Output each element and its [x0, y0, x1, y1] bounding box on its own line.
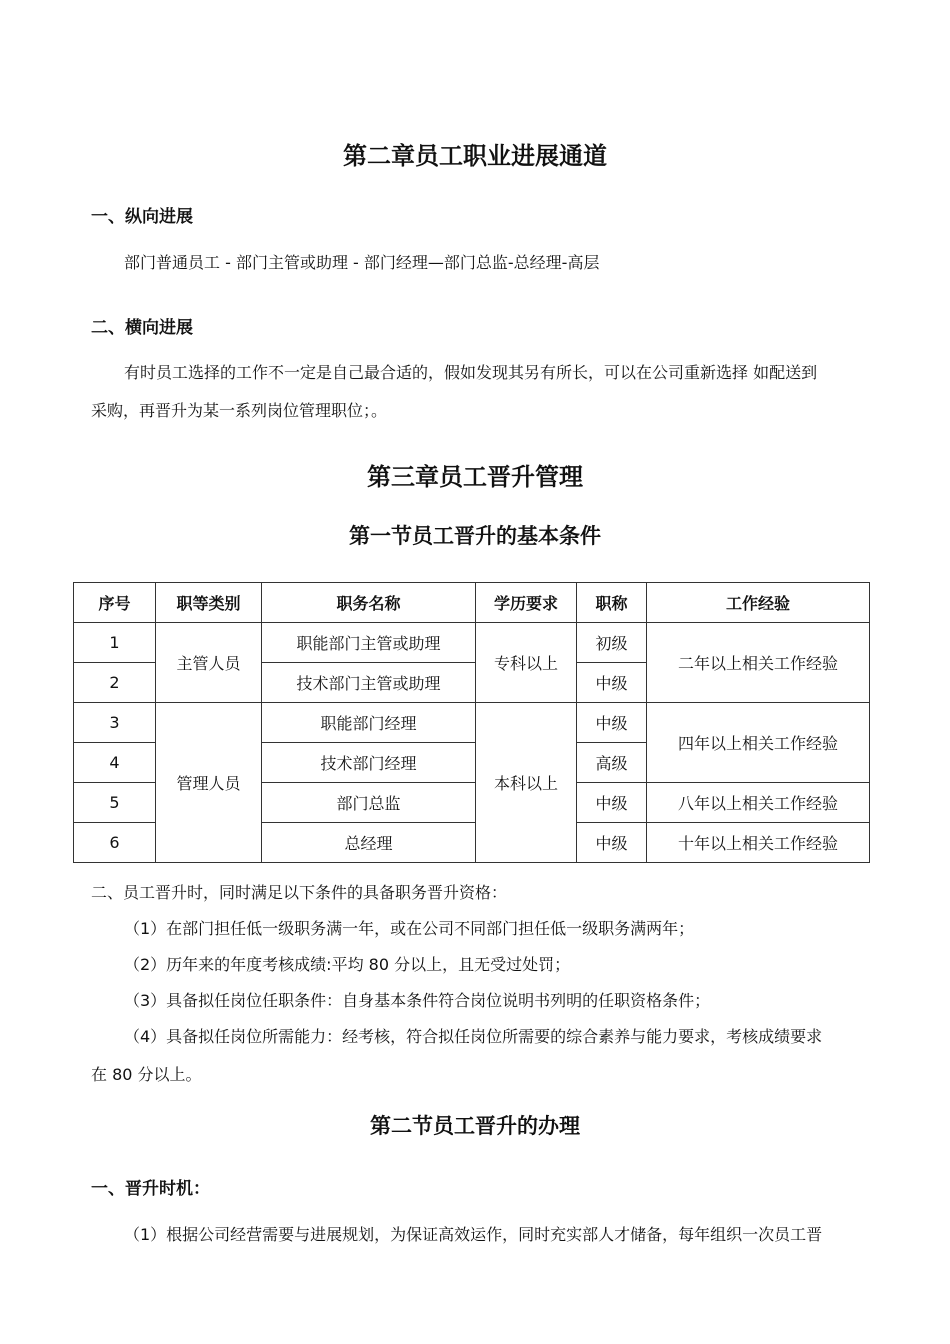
professional-title: 中级	[577, 703, 647, 743]
position-name: 职能部门经理	[262, 703, 476, 743]
condition-item: （2）历年来的年度考核成绩:平均 80 分以上，且无受过处罚；	[124, 955, 571, 974]
section2-title: 第二节员工晋升的办理	[370, 1114, 580, 1138]
table-row	[74, 703, 870, 743]
chapter2-title: 第二章员工职业进展通道	[343, 142, 607, 170]
table-header: 学历要求	[476, 583, 577, 623]
condition-item: （4）具备拟任岗位所需能力：经考核，符合拟任岗位所需要的综合素养与能力要求，考核成绩要求	[124, 1027, 823, 1046]
table-header-row	[74, 583, 870, 623]
education-requirement: 专科以上	[476, 623, 577, 703]
professional-title: 高级	[577, 743, 647, 783]
professional-title: 中级	[577, 783, 647, 823]
row-number: 6	[74, 823, 156, 863]
conditions-intro: 二、员工晋升时，同时满足以下条件的具备职务晋升资格：	[91, 883, 508, 902]
row-number: 1	[74, 623, 156, 663]
condition-item: （1）在部门担任低一级职务满一年，或在公司不同部门担任低一级职务满两年；	[124, 919, 695, 938]
table-header: 职称	[577, 583, 647, 623]
promotion-requirements-table	[73, 582, 870, 863]
position-name: 部门总监	[262, 783, 476, 823]
position-name: 技术部门主管或助理	[262, 663, 476, 703]
vertical-heading: 一、纵向进展	[91, 207, 193, 227]
chapter3-title: 第三章员工晋升管理	[367, 463, 583, 491]
professional-title: 中级	[577, 663, 647, 703]
professional-title: 初级	[577, 623, 647, 663]
work-experience: 四年以上相关工作经验	[647, 703, 870, 783]
rank-category: 管理人员	[156, 703, 262, 863]
position-name: 技术部门经理	[262, 743, 476, 783]
work-experience: 八年以上相关工作经验	[647, 783, 870, 823]
table-row	[74, 623, 870, 663]
row-number: 3	[74, 703, 156, 743]
timing-item: （1）根据公司经营需要与进展规划，为保证高效运作，同时充实部人才储备，每年组织一次员工晋	[124, 1225, 823, 1244]
professional-title: 中级	[577, 823, 647, 863]
education-requirement: 本科以上	[476, 703, 577, 863]
row-number: 2	[74, 663, 156, 703]
table-header: 工作经验	[647, 583, 870, 623]
timing-heading: 一、晋升时机：	[91, 1179, 210, 1199]
horizontal-text-line1: 有时员工选择的工作不一定是自己最合适的，假如发现其另有所长，可以在公司重新选择 如配送到	[124, 363, 818, 382]
horizontal-heading: 二、横向进展	[91, 318, 193, 338]
table-header: 职务名称	[262, 583, 476, 623]
condition-item-continued: 在 80 分以上。	[91, 1065, 202, 1084]
work-experience: 二年以上相关工作经验	[647, 623, 870, 703]
work-experience: 十年以上相关工作经验	[647, 823, 870, 863]
position-name: 职能部门主管或助理	[262, 623, 476, 663]
row-number: 5	[74, 783, 156, 823]
row-number: 4	[74, 743, 156, 783]
section1-title: 第一节员工晋升的基本条件	[349, 524, 601, 548]
position-name: 总经理	[262, 823, 476, 863]
horizontal-text-line2: 采购，再晋升为某一系列岗位管理职位；。	[91, 401, 388, 420]
vertical-text: 部门普通员工 - 部门主管或助理 - 部门经理—部门总监-总经理-高层	[124, 253, 600, 272]
condition-item: （3）具备拟任岗位任职条件：自身基本条件符合岗位说明书列明的任职资格条件；	[124, 991, 711, 1010]
rank-category: 主管人员	[156, 623, 262, 703]
table-header: 序号	[74, 583, 156, 623]
table-header: 职等类别	[156, 583, 262, 623]
